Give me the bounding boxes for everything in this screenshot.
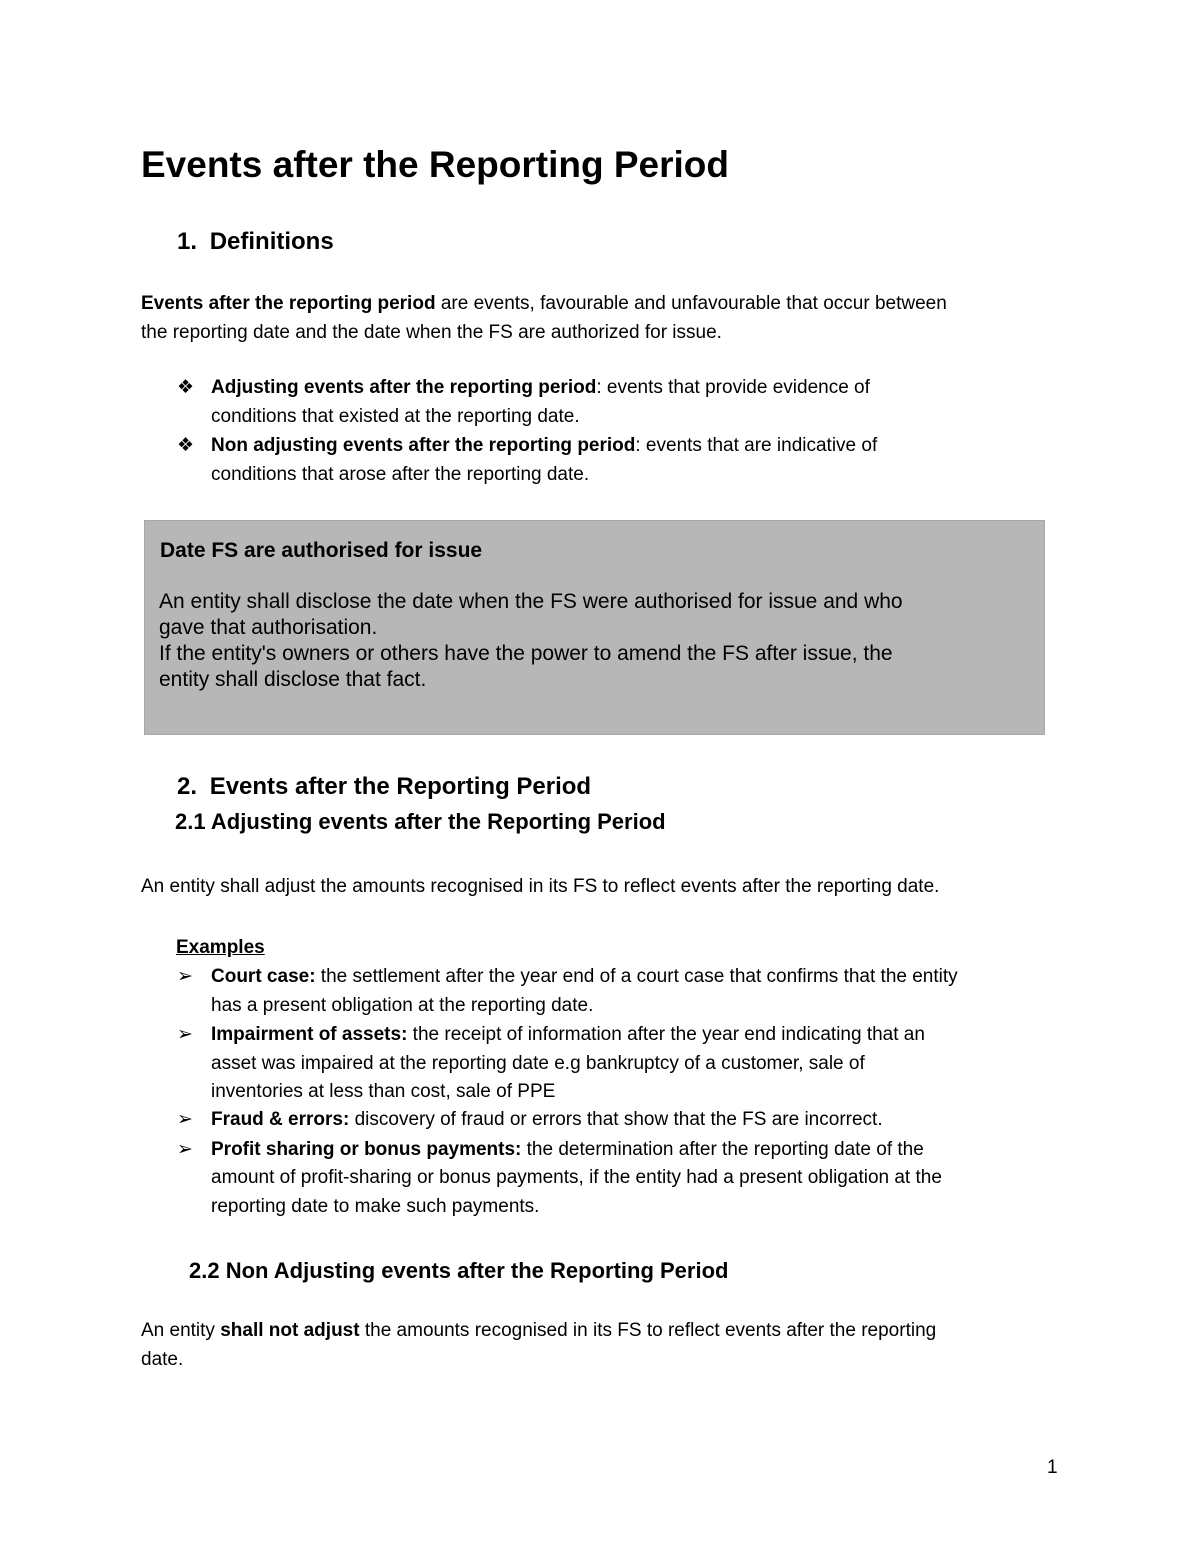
arrow-bullet-icon: ➢ [177,1139,193,1160]
examples-heading: Examples [176,937,265,958]
intro-text: the amounts recognised in its FS to reflect events after the reporting [359,1320,937,1341]
definition-term: Events after the reporting period [141,293,436,314]
authorisation-callout-box [144,520,1045,735]
bullet-non-adjusting-line-1 [211,431,877,460]
callout-line: gave that authorisation. [159,616,378,639]
callout-line: entity shall disclose that fact. [159,668,427,691]
example-impairment-line-1 [211,1020,925,1049]
bullet-adjusting-term: Adjusting events after the reporting period [211,377,597,398]
section-2-number: 2. [177,773,198,800]
example-impairment-line-2: asset was impaired at the reporting date e.g bankruptcy of a customer, sale of [211,1053,865,1074]
example-profit-sharing-line-1 [211,1135,924,1164]
bullet-adjusting-line-1 [211,373,870,402]
bullet-non-adjusting-text: : events that are indicative of [635,435,878,456]
arrow-bullet-icon: ➢ [177,1109,193,1130]
subsection-2-2-intro-line-2: date. [141,1349,184,1370]
example-impairment-line-3: inventories at less than cost, sale of PPE [211,1081,556,1102]
example-profit-sharing-line-3: reporting date to make such payments. [211,1196,540,1217]
arrow-bullet-icon: ➢ [177,1024,193,1045]
example-profit-sharing-line-2: amount of profit-sharing or bonus payments, if the entity had a present obligation at the [211,1167,942,1188]
intro-text: An entity [141,1320,221,1341]
bullet-non-adjusting-line-2: conditions that arose after the reporting date. [211,464,590,485]
intro-emphasis: shall not adjust [220,1320,360,1341]
subsection-2-2-intro-line-1 [141,1316,936,1345]
bullet-adjusting-line-2: conditions that existed at the reporting date. [211,406,580,427]
section-1-heading [177,228,334,256]
subsection-2-1-intro: An entity shall adjust the amounts recognised in its FS to reflect events after the reporting date. [141,876,940,897]
definition-line-1 [141,289,947,318]
diamond-bullet-icon: ❖ [177,377,195,398]
page-number: 1 [1047,1457,1058,1478]
section-1-title: Definitions [209,228,334,255]
example-text: the settlement after the year end of a court case that confirms that the entity [315,966,958,987]
definition-text: are events, favourable and unfavourable that occur between [435,293,947,314]
example-text: discovery of fraud or errors that show that the FS are incorrect. [349,1109,883,1130]
bullet-adjusting-text: : events that provide evidence of [596,377,870,398]
section-1-number: 1. [177,228,198,255]
example-fraud-line-1 [211,1105,883,1134]
example-fraud-term: Fraud & errors: [211,1109,350,1130]
diamond-bullet-icon: ❖ [177,435,195,456]
subsection-2-2-heading: 2.2 Non Adjusting events after the Reporting Period [189,1258,729,1283]
example-text: the determination after the reporting date of the [521,1139,924,1160]
section-2-heading [177,773,591,801]
example-profit-sharing-term: Profit sharing or bonus payments: [211,1139,522,1160]
definition-line-2: the reporting date and the date when the FS are authorized for issue. [141,322,722,343]
example-impairment-term: Impairment of assets: [211,1024,408,1045]
bullet-non-adjusting-term: Non adjusting events after the reporting period [211,435,636,456]
arrow-bullet-icon: ➢ [177,966,193,987]
callout-line: An entity shall disclose the date when the FS were authorised for issue and who [159,590,903,613]
example-court-case-line-1 [211,962,958,991]
callout-title: Date FS are authorised for issue [160,539,483,562]
section-2-title: Events after the Reporting Period [209,773,592,800]
example-court-case-term: Court case: [211,966,316,987]
page-title: Events after the Reporting Period [141,144,729,185]
example-court-case-line-2: has a present obligation at the reporting date. [211,995,594,1016]
example-text: the receipt of information after the year end indicating that an [407,1024,925,1045]
subsection-2-1-heading: 2.1 Adjusting events after the Reporting Period [175,809,666,834]
callout-line: If the entity's owners or others have the power to amend the FS after issue, the [159,642,893,665]
